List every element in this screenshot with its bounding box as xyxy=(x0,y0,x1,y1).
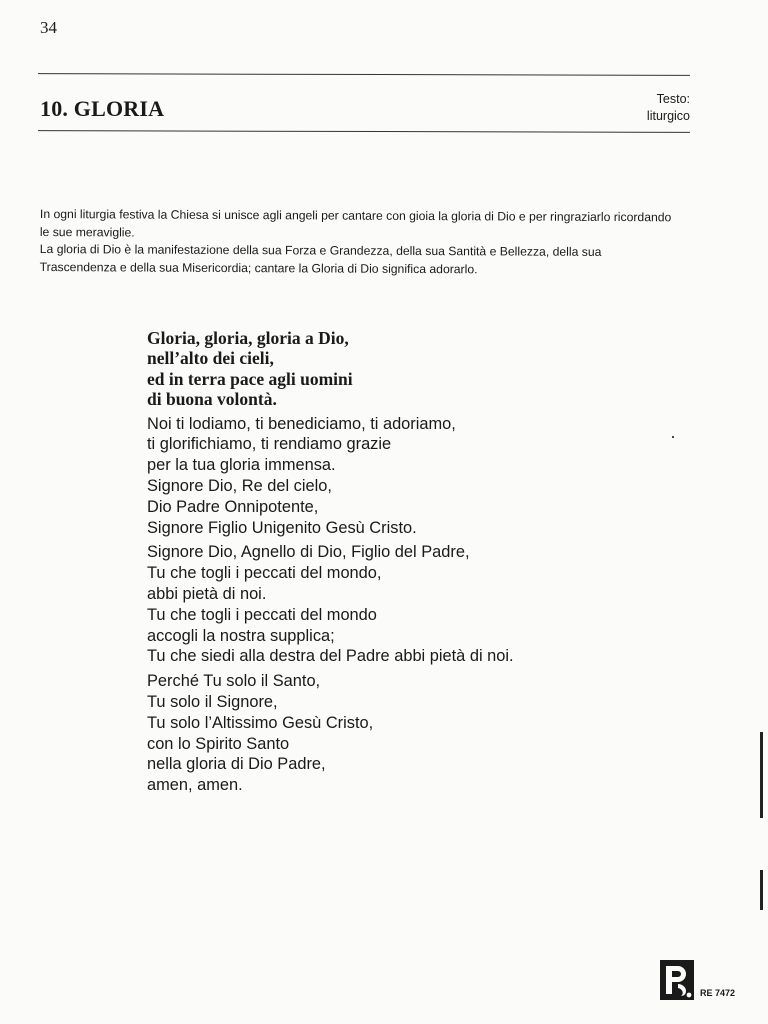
lyric-line: per la tua gloria immensa. xyxy=(147,456,336,475)
header-rule-bottom xyxy=(38,130,690,133)
catalog-code: RE 7472 xyxy=(700,988,736,998)
page-edge-mark xyxy=(760,732,763,818)
lyric-line: Noi ti lodiamo, ti benediciamo, ti adoriamo, xyxy=(147,414,456,433)
lyric-line: abbi pietà di noi. xyxy=(147,585,267,603)
refrain xyxy=(147,328,687,410)
lyric-line: Dio Padre Onnipotente, xyxy=(147,497,319,516)
header-rule-top xyxy=(38,73,690,76)
lyric-line: amen, amen. xyxy=(147,776,243,795)
lyric-line: Perché Tu solo il Santo, xyxy=(147,672,321,691)
lyric-line: Gloria, gloria, gloria a Dio, xyxy=(147,328,349,348)
intro-paragraph: La gloria di Dio è la manifestazione della sua Forza e Grandezza, della sua Santità e Bellezza, della sua Trascendenza e della sua Misericordia; cantare la Gloria di Dio significa adorarlo. xyxy=(39,241,602,276)
intro-text xyxy=(40,206,680,279)
song-title: 10. GLORIA xyxy=(40,96,165,121)
lyric-line: accogli la nostra supplica; xyxy=(147,626,335,645)
lyric-line: ti glorifichiamo, ti rendiamo grazie xyxy=(147,435,392,454)
lyric-line: con lo Spirito Santo xyxy=(147,734,290,753)
stanza-1 xyxy=(147,414,687,539)
lyric-line: Signore Dio, Agnello di Dio, Figlio del Padre, xyxy=(147,543,470,562)
lyric-line: di buona volontà. xyxy=(147,389,277,410)
lyric-line: nella gloria di Dio Padre, xyxy=(147,755,326,774)
lyric-line: Signore Figlio Unigenito Gesù Cristo. xyxy=(147,518,417,537)
publisher-logo-icon xyxy=(660,960,694,1000)
stanza-3 xyxy=(147,671,687,796)
intro-paragraph: In ogni liturgia festiva la Chiesa si unisce agli angeli per cantare con gioia la gloria di Dio e per ringraziarlo ricordando le sue meraviglie. xyxy=(39,206,672,239)
lyric-line: ed in terra pace agli uomini xyxy=(147,368,353,389)
lyric-line: Tu solo l’Altissimo Gesù Cristo, xyxy=(147,713,374,732)
text-credit xyxy=(647,91,690,125)
lyric-line: nell’alto dei cieli, xyxy=(147,348,274,369)
lyric-line: Signore Dio, Re del cielo, xyxy=(147,477,332,496)
lyric-line: Tu che togli i peccati del mondo xyxy=(147,605,377,624)
credit-label: Testo: xyxy=(656,92,690,106)
page-edge-mark xyxy=(760,870,763,910)
credit-value: liturgico xyxy=(646,109,690,123)
stanza-2 xyxy=(147,542,687,667)
lyric-line: Tu che togli i peccati del mondo, xyxy=(147,564,382,583)
page-number: 34 xyxy=(40,18,57,37)
lyric-line: Tu che siedi alla destra del Padre abbi pietà di noi. xyxy=(147,647,514,666)
speck xyxy=(672,436,674,438)
lyrics xyxy=(147,328,687,800)
lyric-line: Tu solo il Signore, xyxy=(147,692,278,711)
